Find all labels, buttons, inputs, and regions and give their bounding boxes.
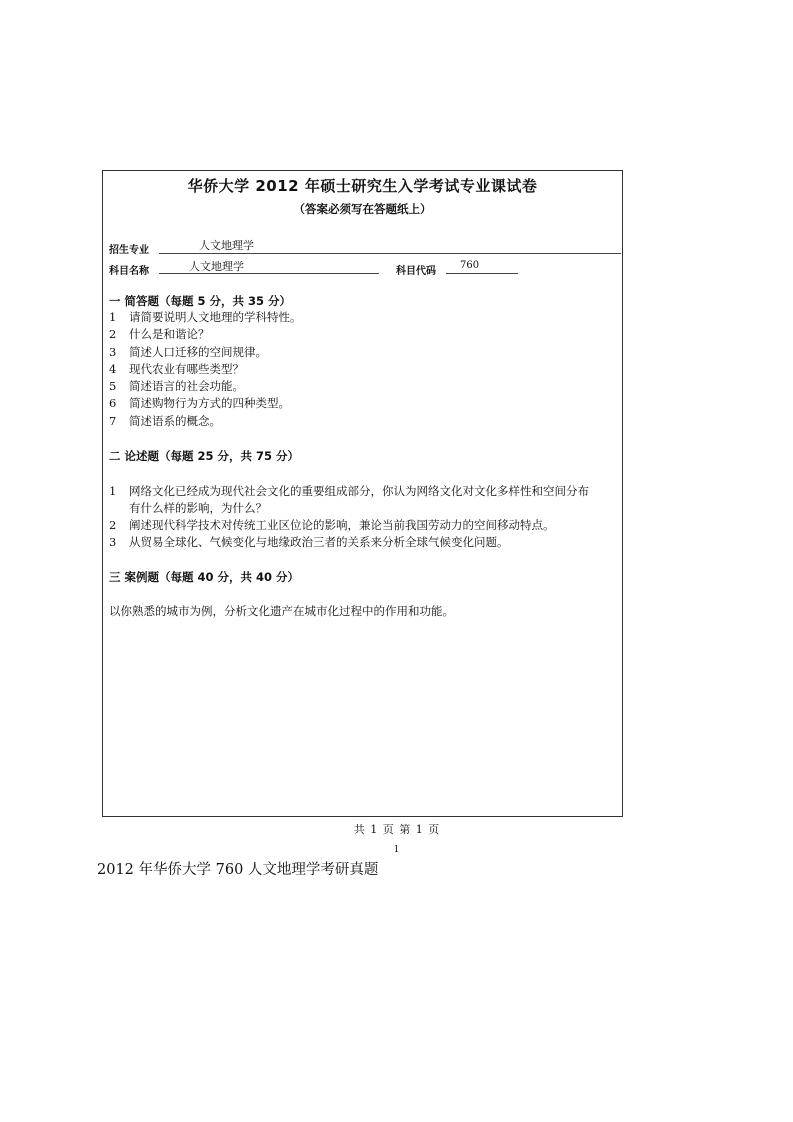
list-item [109,361,616,378]
question-text: 从贸易全球化、气候变化与地缘政治三者的关系来分析全球气候变化问题。 [129,535,509,549]
major-label: 招生专业 [109,245,149,256]
subject-value: 人文地理学 [189,260,244,273]
question-text: 简述购物行为方式的四种类型。 [129,396,290,411]
question-number: 2 [109,518,117,532]
page-number: 1 [393,845,400,855]
question-text: 什么是和谐论？ [129,327,210,342]
question-text: 简述语系的概念。 [129,413,221,428]
section-heading-short-answer: 一 简答题（每题 5 分，共 35 分） [109,294,292,308]
question-text: 简述语言的社会功能。 [129,379,244,394]
exam-subtitle: （答案必须写在答题纸上） [293,202,432,216]
question-text: 阐述现代科学技术对传统工业区位论的影响，兼论当前我国劳动力的空间移动特点。 [129,518,555,532]
question-text: 请简要说明人文地理的学科特性。 [129,310,302,324]
page-info: 共 1 页 第 1 页 [353,823,440,836]
exam-paper [102,170,623,817]
question-number: 1 [109,484,117,498]
question-number: 5 [109,379,117,394]
list-item [109,534,599,551]
code-label: 科目代码 [396,266,436,277]
question-number: 3 [109,344,117,359]
list-item [109,413,616,430]
list-item [109,326,616,343]
section-heading-essay: 二 论述题（每题 25 分，共 75 分） [109,449,300,463]
code-underline [446,273,518,274]
list-item [109,378,616,395]
question-text: 简述人口迁移的空间规律。 [129,344,267,359]
exam-title: 华侨大学 2012 年硕士研究生入学考试专业课试卷 [187,177,538,195]
major-value: 人文地理学 [199,239,254,252]
subject-label: 科目名称 [109,266,149,277]
question-text: 现代农业有哪些类型？ [129,361,244,376]
essay-list [109,483,599,551]
major-underline [159,253,621,254]
question-number: 1 [109,310,117,324]
code-value: 760 [460,260,480,271]
question-text: 网络文化已经成为现代社会文化的重要组成部分，你认为网络文化对文化多样性和空间分布有什么样的影响，为什么？ [129,484,589,515]
list-item [109,309,616,326]
list-item [109,395,616,412]
list-item [109,483,599,517]
list-item [109,517,599,534]
list-item [109,344,616,361]
subject-underline [159,273,379,274]
section-heading-case-study: 三 案例题（每题 40 分，共 40 分） [109,570,300,584]
document-caption: 2012 年华侨大学 760 人文地理学考研真题 [97,862,379,878]
case-study-text: 以你熟悉的城市为例，分析文化遗产在城市化过程中的作用和功能。 [109,604,454,618]
question-number: 2 [109,327,117,342]
question-number: 6 [109,396,117,411]
question-number: 7 [109,413,117,428]
short-answer-list [109,309,616,430]
question-number: 4 [109,361,117,376]
question-number: 3 [109,535,117,549]
